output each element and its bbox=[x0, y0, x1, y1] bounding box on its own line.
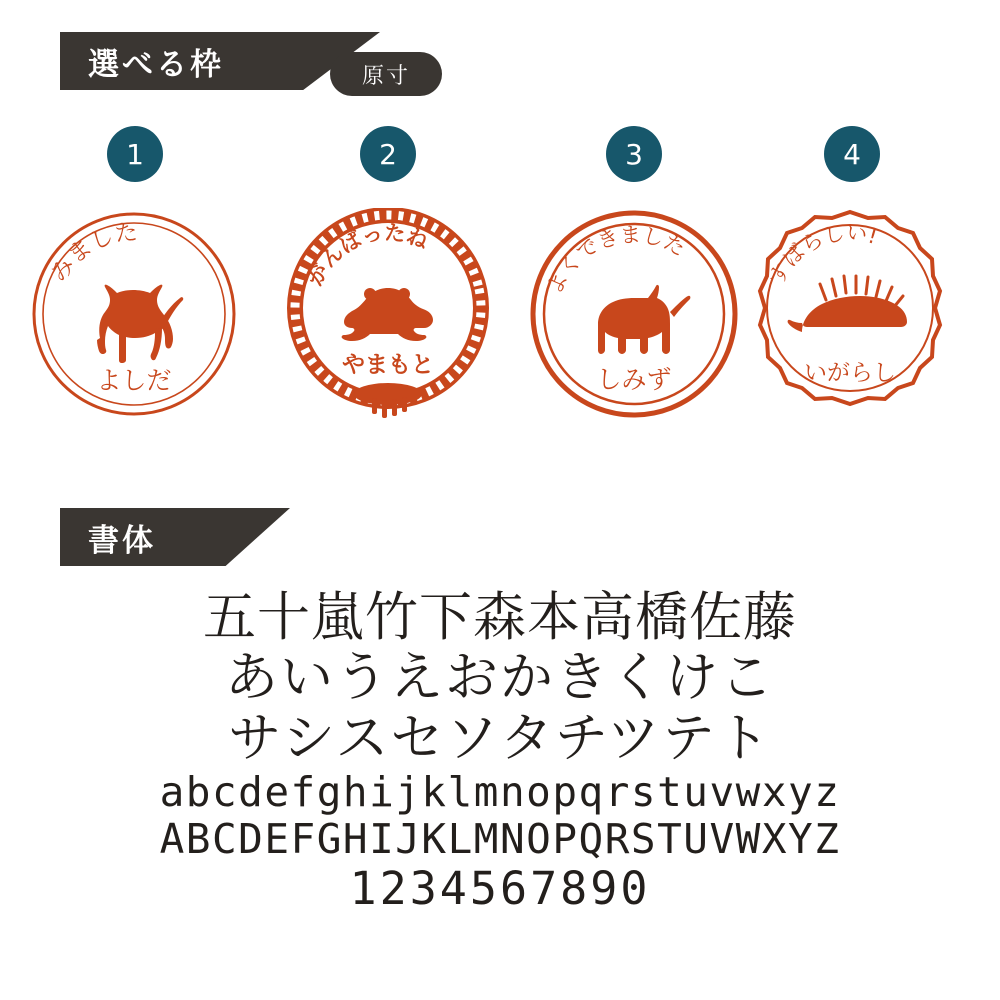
frame-options-row bbox=[0, 198, 1000, 428]
frame-option-3[interactable] bbox=[528, 208, 740, 420]
svg-text:やまもと: やまもと bbox=[342, 352, 434, 378]
svg-text:よくできました: よくできました bbox=[542, 222, 690, 298]
frame-badge-1[interactable]: 1 bbox=[107, 126, 163, 182]
frame-option-1[interactable] bbox=[28, 208, 240, 420]
frame-badge-4[interactable]: 4 bbox=[824, 126, 880, 182]
section-title-frame: 選べる枠 bbox=[88, 46, 224, 82]
section-title-font: 書体 bbox=[88, 522, 156, 558]
svg-text:がんばったね: がんばったね bbox=[302, 220, 432, 290]
specimen-line-uppercase: ABCDEFGHIJKLMNOPQRSTUVWXYZ bbox=[159, 814, 841, 863]
svg-text:いがらし: いがらし bbox=[804, 360, 896, 386]
rope-knot bbox=[354, 383, 422, 418]
specimen-line-kanji: 五十嵐竹下森本高橋佐藤 bbox=[203, 587, 797, 648]
hedgehog-silhouette bbox=[788, 276, 907, 332]
specimen-line-lowercase: abcdefghijklmnopqrstuvwxyz bbox=[159, 768, 841, 817]
specimen-line-katakana: サシスセソタチツテト bbox=[228, 707, 772, 769]
specimen-line-hiragana: あいうえおかきくけこ bbox=[225, 647, 775, 709]
section-header-font bbox=[60, 508, 390, 566]
specimen-line-digits: 1234567890 bbox=[349, 861, 651, 915]
actual-size-badge: 原寸 bbox=[330, 52, 442, 96]
svg-text:みました: みました bbox=[45, 219, 139, 287]
frame-badge-2[interactable]: 2 bbox=[360, 126, 416, 182]
svg-text:よしだ: よしだ bbox=[96, 366, 172, 395]
frame-badge-3[interactable]: 3 bbox=[606, 126, 662, 182]
font-specimen bbox=[0, 588, 1000, 914]
cat-silhouette bbox=[97, 285, 183, 363]
svg-text:しみず: しみず bbox=[596, 365, 672, 394]
frog-silhouette bbox=[342, 288, 433, 341]
dog-silhouette bbox=[598, 285, 690, 354]
frame-number-badges bbox=[0, 126, 1000, 186]
section-header-frame bbox=[60, 32, 520, 90]
frame-option-2[interactable] bbox=[282, 208, 494, 420]
frame-option-4[interactable] bbox=[744, 208, 956, 420]
svg-text:すばらしい!: すばらしい! bbox=[764, 220, 881, 289]
